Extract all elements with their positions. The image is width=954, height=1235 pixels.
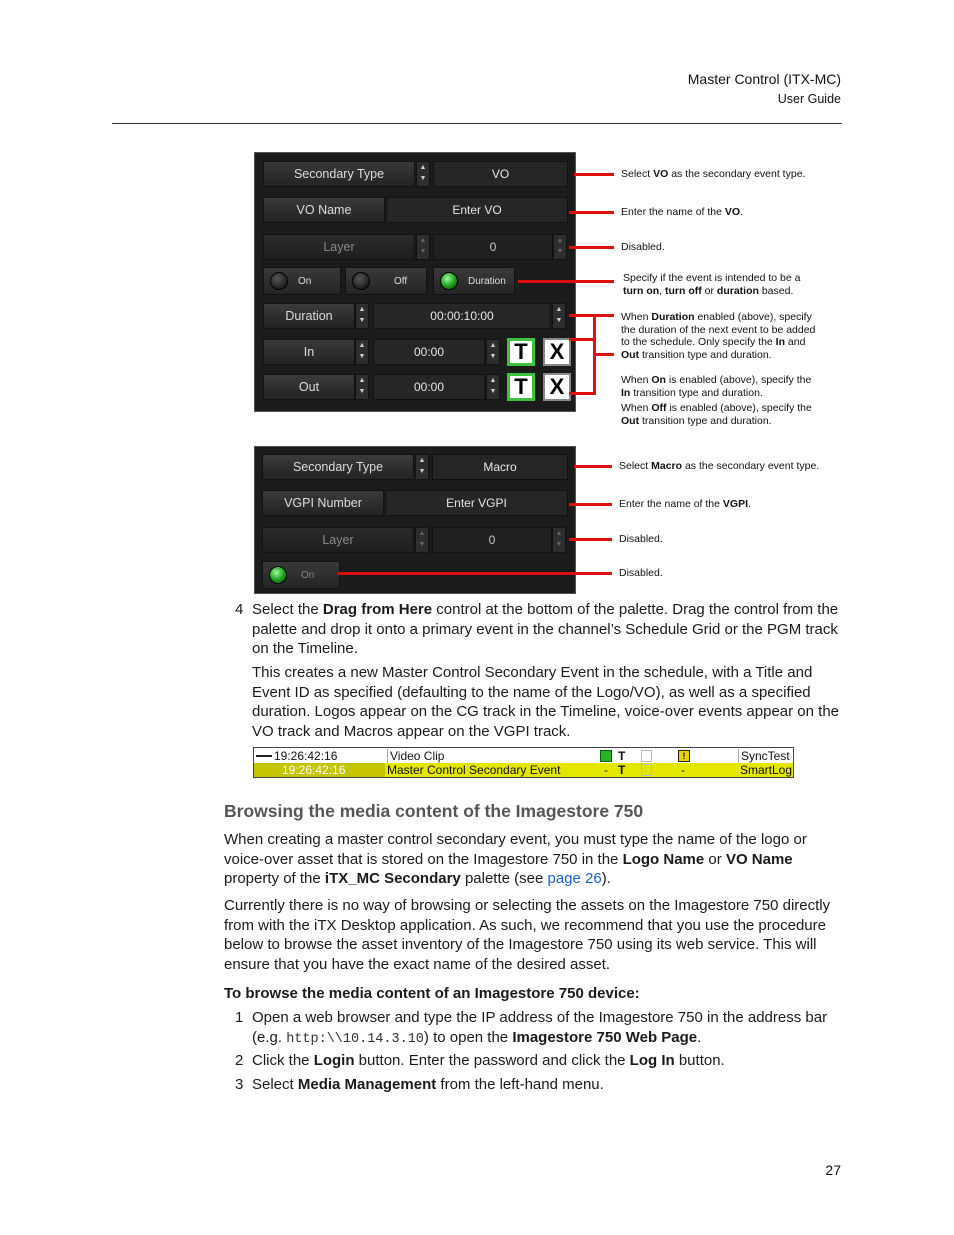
out-spinner: ▲ ▼ — [355, 374, 369, 400]
in-label: In — [263, 339, 355, 365]
callout-line — [569, 503, 612, 506]
led-off-icon — [352, 272, 370, 290]
callout-line — [338, 572, 612, 575]
section-heading: Browsing the media content of the Imagestore 750 — [224, 801, 644, 821]
procedure-title: To browse the media content of an Imagestore 750 device: — [224, 985, 640, 1002]
in-spinner-right: ▲ ▼ — [486, 339, 500, 365]
secondary-type-value: Macro — [432, 454, 568, 480]
callout-line — [569, 314, 614, 317]
layer-label: Layer — [262, 527, 414, 553]
led-on-icon — [440, 272, 458, 290]
callout-line — [518, 280, 614, 283]
step-number: 4 — [235, 601, 244, 618]
out-label: Out — [263, 374, 355, 400]
header-rule — [112, 123, 842, 124]
note-vo-name: Enter the name of the VO. — [621, 206, 743, 218]
ip-address-code: http:\\10.14.3.10 — [286, 1031, 424, 1047]
toggle-on-label: On — [301, 569, 315, 581]
t-icon: T — [618, 749, 626, 763]
note-layer-macro: Disabled. — [619, 533, 663, 545]
section-paragraph-1: When creating a master control secondary event, you must type the name of the logo or voice-over asset that is stored on the Imagestore 750 in the Logo Name or VO Name property of the iTX_MC Secondary palette (see page 26). — [224, 831, 807, 887]
document-title: Master Control (ITX-MC) — [687, 71, 841, 87]
t-icon: T — [618, 763, 626, 777]
timeline-row — [254, 749, 793, 763]
led-off-icon — [270, 272, 288, 290]
secondary-type-spinner: ▲ ▼ — [415, 454, 429, 480]
note-on-macro: Disabled. — [619, 567, 663, 579]
green-flag-icon — [600, 750, 612, 762]
note-layer: Disabled. — [621, 241, 665, 253]
layer-value: 0 — [433, 234, 553, 260]
callout-line — [569, 392, 594, 395]
toggle-off-label: Off — [394, 275, 408, 287]
warning-icon: ! — [678, 750, 690, 762]
callout-line — [569, 246, 614, 249]
vgpi-number-label: VGPI Number — [262, 490, 384, 516]
timeline-row — [254, 763, 793, 777]
secondary-type-label: Secondary Type — [262, 454, 414, 480]
section-paragraph-2: Currently there is no way of browsing or selecting the assets on the Imagestore 750 directly from with the iTX Desktop application. As such, we recommend that you use the procedure below to browse the asset inventory of the Imagestore 750 using its web service. This will ensure that you have the exact name of the desired asset. — [224, 897, 831, 973]
step-number: 2 — [235, 1052, 244, 1069]
procedure-step-1: Open a web browser and type the IP address of the Imagestore 750 in the address bar (e.g. http:\\10.14.3.10) to open the Imagestore 750 Web Page. — [252, 1009, 828, 1047]
row-name: SmartLog — [740, 763, 793, 777]
duration-spinner-right: ▲ ▼ — [552, 303, 566, 329]
note-duration: When Duration enabled (above), specify the duration of the next event to be added to the schedule. Only specify the In and Out transition type and duration. — [621, 311, 816, 361]
step-4-result: This creates a new Master Control Secondary Event in the schedule, with a Title and Event ID as specified (defaulting to the name of the Logo/VO), as well as a specified duration. Logos appear on the CG track in the Timeline, voice-over events appear on the VO track and Macros appear on the VGPI track. — [252, 664, 840, 740]
in-spinner: ▲ ▼ — [355, 339, 369, 365]
row-marker — [256, 755, 272, 757]
empty-box-icon — [641, 750, 652, 762]
layer-spinner-right: ▲ ▼ — [552, 527, 566, 553]
step-number: 3 — [235, 1076, 244, 1093]
vo-name-label: VO Name — [263, 197, 385, 223]
note-vgpi: Enter the name of the VGPI. — [619, 498, 751, 510]
callout-line — [569, 211, 614, 214]
procedure-step-2: Click the Login button. Enter the password and click the Log In button. — [252, 1052, 725, 1069]
step-number: 1 — [235, 1009, 244, 1026]
note-secondary-type-macro: Select Macro as the secondary event type. — [619, 460, 820, 472]
toggle-on-label: On — [298, 275, 312, 287]
row-time: 19:26:42:16 — [274, 749, 338, 763]
procedure-step-3: Select Media Management from the left-hand menu. — [252, 1076, 604, 1093]
callout-line — [574, 173, 614, 176]
layer-value: 0 — [432, 527, 552, 553]
note-on: When On is enabled (above), specify the In transition type and duration. — [621, 374, 812, 399]
out-value: 00:00 — [373, 374, 485, 400]
toggle-duration — [433, 267, 515, 295]
document-subtitle: User Guide — [777, 92, 841, 106]
duration-label: Duration — [263, 303, 355, 329]
note-toggles: Specify if the event is intended to be a turn on, turn off or duration based. — [623, 272, 801, 297]
in-transition-icon: T — [507, 338, 535, 366]
duration-spinner: ▲ ▼ — [355, 303, 369, 329]
callout-line — [569, 538, 612, 541]
page-number: 27 — [825, 1162, 841, 1178]
out-transition-icon: T — [507, 373, 535, 401]
toggle-on — [262, 561, 340, 589]
toggle-off — [345, 267, 427, 295]
row-name: SyncTest — [738, 749, 790, 763]
layer-spinner-right: ▲ ▼ — [553, 234, 567, 260]
out-spinner-right: ▲ ▼ — [486, 374, 500, 400]
row-flag: - — [604, 763, 608, 777]
led-on-icon — [269, 566, 287, 584]
row-title: Master Control Secondary Event — [387, 763, 561, 777]
layer-label: Layer — [263, 234, 415, 260]
layer-spinner: ▲ ▼ — [415, 527, 429, 553]
duration-value: 00:00:10:00 — [373, 303, 551, 329]
secondary-type-label: Secondary Type — [263, 161, 415, 187]
toggle-on — [263, 267, 341, 295]
row-warning: - — [681, 763, 685, 777]
row-time: 19:26:42:16 — [254, 763, 385, 777]
out-clear-icon: X — [543, 373, 571, 401]
row-title: Video Clip — [387, 749, 444, 763]
step-4-text: Select the Drag from Here control at the bottom of the palette. Drag the control from the palette and drop it onto a primary event in the channel’s Schedule Grid or the PGM track on the Timeline. — [252, 601, 839, 657]
note-secondary-type: Select VO as the secondary event type. — [621, 168, 806, 180]
callout-line — [574, 465, 612, 468]
note-off: When Off is enabled (above), specify the Out transition type and duration. — [621, 402, 812, 427]
empty-box-icon — [641, 764, 652, 776]
vgpi-number-field: Enter VGPI — [385, 490, 568, 516]
callout-line — [569, 338, 594, 341]
in-value: 00:00 — [373, 339, 485, 365]
page-link[interactable]: page 26 — [547, 870, 602, 887]
secondary-type-value: VO — [433, 161, 568, 187]
toggle-duration-label: Duration — [468, 275, 506, 287]
callout-line — [593, 353, 614, 356]
timeline-strip-screenshot — [253, 747, 794, 778]
secondary-type-spinner: ▲ ▼ — [416, 161, 430, 187]
in-clear-icon: X — [543, 338, 571, 366]
vo-name-field: Enter VO — [386, 197, 568, 223]
layer-spinner: ▲ ▼ — [416, 234, 430, 260]
